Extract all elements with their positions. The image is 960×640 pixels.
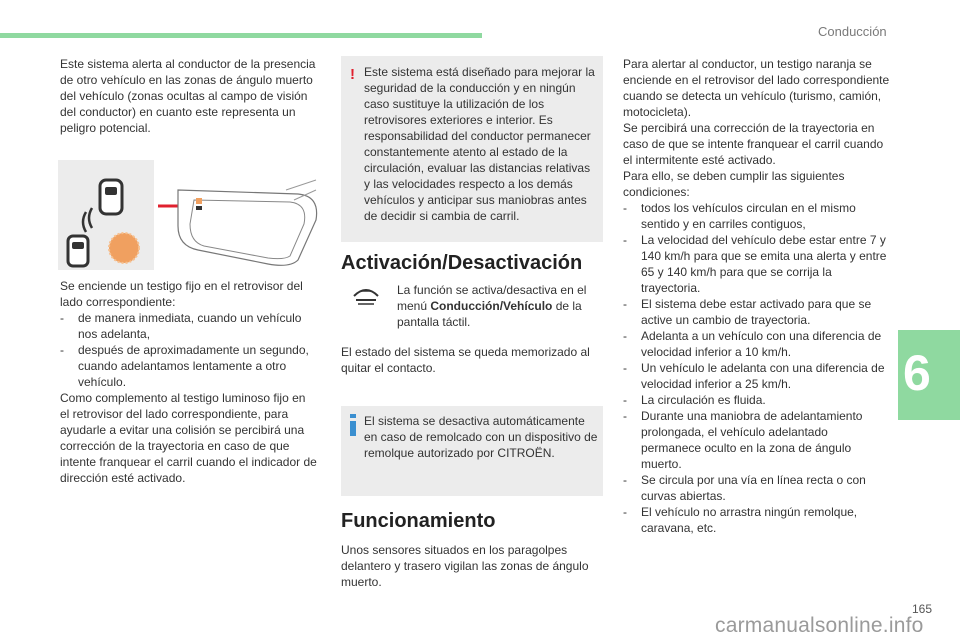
indicator-description [60,278,318,486]
list-item: - El sistema debe estar activado para que se active un cambio de trayectoria. [623,297,872,327]
menu-path: Conducción/Vehículo [430,299,553,313]
function-heading: Funcionamiento [341,510,496,532]
activation-text: La función se activa/desactiva en el menú Conducción/Vehículo de la pantalla táctil. [397,283,587,329]
list-item: - Se circula por una vía en línea recta o con curvas abiertas. [623,473,866,503]
list-item: - La velocidad del vehículo debe estar entre 7 y 140 km/h para que se emita una alerta y entre 65 y 140 km/h para que se corrija la trayectoria. [623,233,887,295]
conditions-intro: Para ello, se deben cumplir las siguientes condiciones: [623,169,845,199]
section-title: Conducción [818,24,887,39]
conditions-section [623,56,891,536]
activation-heading: Activación/Desactivación [341,252,583,274]
list-item: - La circulación es fluida. [623,393,766,407]
list-item: - después de aproximadamente un segundo, cuando adelantamos lentamente a otro vehículo. [60,343,309,389]
warning-icon: ! [350,66,355,83]
correction-paragraph: Se percibirá una corrección de la trayectoria en caso de que se intente franquear el carril cuando el intermitente esté activado. [623,121,884,167]
memorized-paragraph: El estado del sistema se queda memorizado al quitar el contacto. [341,345,590,375]
list-item: - de manera inmediata, cuando un vehículo nos adelanta, [60,311,302,341]
warning-text: Este sistema está diseñado para mejorar la seguridad de la conducción y en ningún caso sustituye la utilización de los retrovisores exteriores e interior. Es responsabilidad del conductor permanecer constantemente atento al estado de la circulación, evaluar las distancias relativas y las velocidades respecto a los demás vehículos y anticipar sus maniobras antes de decidir si cambia de carril. [364,65,595,223]
watermark: carmanualsonline.info [715,614,924,637]
list-item: - El vehículo no arrastra ningún remolque, caravana, etc. [623,505,858,535]
alert-paragraph: Para alertar al conductor, un testigo naranja se enciende en el retrovisor del lado correspondiente cuando se detecta un vehículo (turismo, camión, motocicleta). [623,57,890,119]
info-icon [346,414,360,441]
chapter-number: 6 [903,345,931,401]
list-item: - Un vehículo le adelanta con una diferencia de velocidad inferior a 25 km/h. [623,361,885,391]
list-item: - todos los vehículos circulan en el mismo sentido y en carriles contiguos, [623,201,856,231]
sensors-paragraph: Unos sensores situados en los paragolpes delantero y trasero vigilan las zonas de ángulo muerto. [341,543,589,589]
header-accent-bar [0,33,482,38]
steering-wheel-icon [352,284,380,306]
complement-paragraph: Como complemento al testigo luminoso fijo en el retrovisor del lado correspondiente, para ayudarle a evitar una colisión se percibirá una corrección de la trayectoria en caso de que intente franquear el carril cuando el indicador de dirección esté activado. [60,391,317,485]
intro-paragraph: Este sistema alerta al conductor de la presencia de otro vehículo en las zonas de ángulo muerto del vehículo (zonas ocultas al campo de visión del conductor) en cuanto este representa un peligro potencial. [60,57,316,135]
blind-spot-illustration [58,160,320,270]
info-text: El sistema se desactiva automáticamente en caso de remolcado con un dispositivo de remolque autorizado por CITROËN. [364,414,598,460]
list-item: - Adelanta a un vehículo con una diferencia de velocidad inferior a 10 km/h. [623,329,882,359]
page-number: 165 [912,602,933,616]
list-item: - Durante una maniobra de adelantamiento prolongada, el vehículo adelantado permanece oculto en la zona de ángulo muerto. [623,409,863,471]
indicator-lit-text: Se enciende un testigo fijo en el retrovisor del lado correspondiente: [60,279,303,309]
